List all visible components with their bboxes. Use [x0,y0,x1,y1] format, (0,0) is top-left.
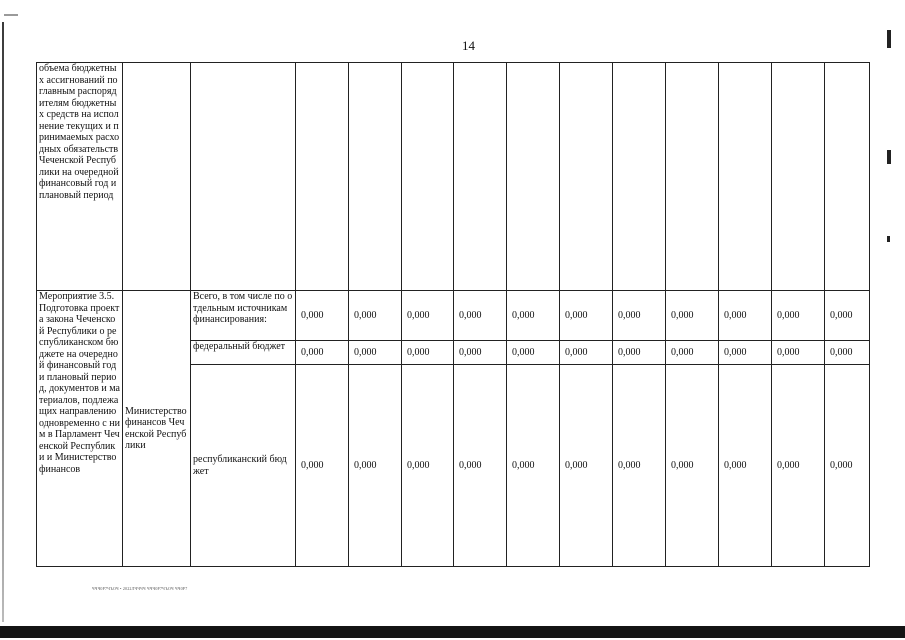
value-cell: 0,000 [296,291,349,341]
table-row-total [37,291,870,341]
value-cell: 0,000 [296,341,349,365]
value-cell: 0,000 [402,365,454,567]
scan-edge-bottom [0,626,905,638]
value-cell: 0,000 [349,365,402,567]
scan-speck-right [887,236,890,242]
value-cell-empty [613,63,666,291]
value-cell: 0,000 [825,365,870,567]
value-cell: 0,000 [825,341,870,365]
value-cell: 0,000 [666,291,719,341]
value-cell: 0,000 [825,291,870,341]
budget-table [36,62,870,567]
value-cell: 0,000 [349,291,402,341]
value-cell: 0,000 [613,341,666,365]
value-cell: 0,000 [560,341,613,365]
value-cell: 0,000 [666,365,719,567]
source-label-republican: республиканский бюджет [191,365,296,567]
value-cell: 0,000 [613,291,666,341]
value-cell-empty [825,63,870,291]
value-cell: 0,000 [772,341,825,365]
source-label-federal: федеральный бюджет [191,341,296,365]
value-cell: 0,000 [507,365,560,567]
value-cell: 0,000 [454,365,507,567]
value-cell-empty [507,63,560,291]
page-number: 14 [462,38,475,53]
value-cell-empty [772,63,825,291]
value-cell-empty [666,63,719,291]
executor-cell: Министерство финансов Чеченской Республики [123,291,191,567]
value-cell: 0,000 [719,341,772,365]
measure-cell: Мероприятие 3.5. Подготовка проекта закона Чеченской Республики о республиканском бюджете на очередной финансовый год и плановый период, документов и материалов, подлежащих направлению одновременно с ним в Парламент Чеченской Республики и Министерство финансов [37,291,123,567]
value-cell: 0,000 [560,291,613,341]
value-cell: 0,000 [402,341,454,365]
value-cell: 0,000 [454,341,507,365]
value-cell: 0,000 [560,365,613,567]
value-cell-empty [296,63,349,291]
value-cell-empty [560,63,613,291]
scan-speck-right [887,150,891,164]
value-cell: 0,000 [349,341,402,365]
value-cell: 0,000 [507,341,560,365]
value-cell: 0,000 [402,291,454,341]
executor-cell-empty [123,63,191,291]
value-cell-empty [402,63,454,291]
measure-cell-continued: объема бюджетных ассигнований по главным распорядителям бюджетных средств на исполнение текущих и принимаемых расходных обязательств Чеченской Республики на очередной финансовый год и плановый период [37,63,123,291]
value-cell: 0,000 [719,291,772,341]
source-cell-empty [191,63,296,291]
value-cell-empty [349,63,402,291]
value-cell-empty [719,63,772,291]
value-cell: 0,000 [719,365,772,567]
value-cell: 0,000 [666,341,719,365]
table-row-continued [37,63,870,291]
value-cell: 0,000 [454,291,507,341]
value-cell: 0,000 [296,365,349,567]
value-cell: 0,000 [772,365,825,567]
value-cell-empty [454,63,507,291]
value-cell: 0,000 [613,365,666,567]
value-cell: 0,000 [507,291,560,341]
value-cell: 0,000 [772,291,825,341]
scan-mark-top [4,14,18,16]
scan-speck-right [887,30,891,48]
source-label-total: Всего, в том числе по отдельным источникам финансирования: [191,291,296,341]
document-footer-print: ЧЧЧ0Р7ЧЪОЧ • 2022ЛЧЧЧЧ ЧЧЧ0Р7ЧЪОЧ ЧЧ0Р7 [92,586,188,591]
scan-edge-left [2,22,4,622]
